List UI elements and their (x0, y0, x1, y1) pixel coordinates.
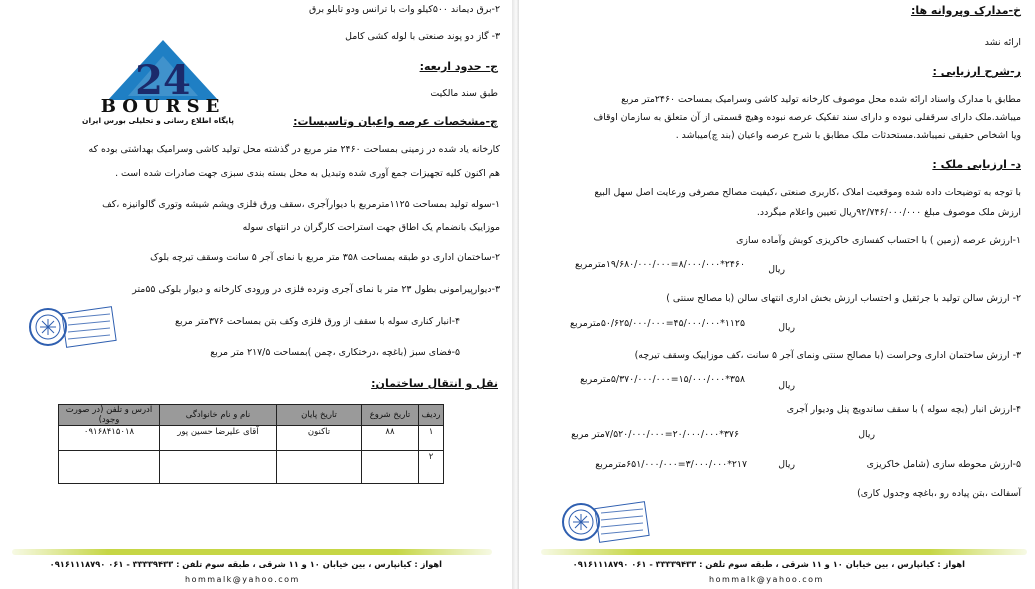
cell: ۸۸ (362, 426, 419, 451)
val-item-4: ۴-ارزش انبار (بچه سوله ) با سقف ساندویچ پنل ودیوار آجری (786, 404, 1021, 415)
table-row (59, 451, 444, 484)
desc-2: میباشد.ملک دارای سرقفلی نبوده و دارای سند تفکیک عرصه نبوده وهیچ قسمتی از آن متعلق به سازمان اوقاف (593, 112, 1021, 123)
table-header-row (59, 405, 444, 426)
boundaries-text: طبق سند مالکیت (430, 88, 498, 99)
cell (59, 451, 160, 484)
cell (362, 451, 419, 484)
val-item-5: ۵-ارزش محوطه سازی (شامل خاکریزی (866, 459, 1021, 470)
footer-address: اهواز : کیانپارس ، بین خیابان ۱۰ و ۱۱ شرقی ، طبقه سوم تلفن : ۳۳۳۳۹۴۳۳ - ۰۶۱ ۰۹۱۶۱۱۱۸۷۹۰ (572, 559, 965, 569)
val-item-1-unit: ریال (768, 264, 785, 275)
item-gas: ۳- گاز دو پوند صنعتی با لوله کشی کامل (345, 31, 500, 42)
footer-divider (12, 549, 492, 555)
item-electricity: ۲-برق دیماند ۵۰۰کیلو وات با ترانس ودو تابلو برق (309, 4, 500, 15)
cell: آقای علیرضا حسین پور (160, 426, 277, 451)
page-gutter (512, 0, 519, 589)
col-end: تاریخ پایان (277, 405, 362, 426)
cell: ۰۹۱۶۸۴۱۵۰۱۸ (59, 426, 160, 451)
desc-3: ویا اشخاص حقیقی نمیباشد.مستحدثات ملک مطابق با شرح عرصه واعیان (بند چ)میباشد . (675, 130, 1021, 141)
footer-divider (541, 549, 1027, 555)
val-item-3-calc: ۳۵۸*۱۵/۰۰۰/۰۰۰=۵/۳۷۰/۰۰۰/۰۰۰مترمربع (580, 374, 745, 385)
val-item-1-calc: ۲۴۶۰*۸/۰۰۰/۰۰۰=۱۹/۶۸۰/۰۰۰/۰۰۰مترمربع (575, 259, 745, 270)
valuation-heading: د- ارزیابی ملک : (932, 158, 1021, 171)
docs-heading: خ-مدارک وپروانه ها: (910, 4, 1021, 17)
footer-email: hommalk@yahoo.com (185, 575, 300, 584)
left-page (0, 0, 512, 589)
col-start: تاریخ شروع (362, 405, 419, 426)
cell: تاکنون (277, 426, 362, 451)
spec-1a: ۱-سوله تولید بمساحت ۱۱۲۵مترمربع با دیوارآجری ،سقف ورق فلزی وپشم شیشه وتوری گالوانیزه ،کف (102, 199, 500, 210)
cell: ۱ (419, 426, 444, 451)
val-item-3-unit: ریال (778, 380, 795, 391)
stamp-icon (559, 495, 651, 545)
spec-5: ۵-فضای سبز (باغچه ،درختکاری ،چمن )بمساحت ۲۱۷/۵ متر مربع (210, 347, 460, 358)
val-item-5-unit: ریال (778, 459, 795, 470)
val-item-5b: آسفالت ،بتن پیاده رو ،باغچه وجدول کاری) (857, 488, 1021, 499)
val-item-2-calc: ۱۱۲۵*۴۵/۰۰۰/۰۰۰=۵۰/۶۲۵/۰۰۰/۰۰۰مترمربع (569, 318, 745, 329)
spec-4: ۴-انبار کناری سوله با سقف از ورق فلزی وکف بتن بمساحت ۳۷۶متر مربع (175, 316, 460, 327)
desc-heading: ر-شرح ارزیابی : (932, 65, 1021, 78)
specs-intro-2: هم اکنون کلیه تجهیزات جمع آوری شده وتبدیل به محل بسته بندی سبزی جهت صادرات شده است . (115, 168, 500, 179)
val-item-3: ۳- ارزش ساختمان اداری وحراست (با مصالح سنتی ونمای آجر ۵ سانت ،کف موزاییک وسقف تیرچه) (634, 350, 1021, 361)
spec-1b: موزاییک بانضمام یک اطاق جهت استراحت کارگران در انتهای سوله (242, 222, 500, 233)
val-item-4-unit: ریال (858, 429, 875, 440)
val-item-5-calc: ۲۱۷*۳/۰۰۰/۰۰۰=۶۵۱/۰۰۰/۰۰۰مترمربع (595, 459, 747, 470)
logo-wordmark: BOURSE (100, 96, 226, 117)
spec-2: ۲-ساختمان اداری دو طبقه بمساحت ۳۵۸ متر مربع با نمای آجر ۵ سانت وسقف تیرچه بلوک (150, 252, 500, 263)
transfer-heading: نقل و انتقال ساختمان: (371, 377, 498, 390)
right-page (519, 0, 1035, 589)
table-row (59, 426, 444, 451)
spec-3: ۳-دیوارپیرامونی بطول ۲۳ متر با نمای آجری ونرده فلزی در ورودی کارخانه و دیوار بلوکی ۵۵متر (132, 284, 500, 295)
footer-address: اهواز : کیانپارس ، بین خیابان ۱۰ و ۱۱ شرقی ، طبقه سوم تلفن : ۳۳۳۳۹۴۳۳ - ۰۶۱ ۰۹۱۶۱۱۱۸۷۹۰ (49, 559, 442, 569)
specs-heading: چ-مشخصات عرصه واعیان وتاسیسات: (293, 115, 498, 128)
logo-digits: 24 (135, 57, 191, 104)
col-name: نام و نام خانوادگی (160, 405, 277, 426)
docs-text: ارائه نشد (984, 37, 1021, 48)
desc-1: مطابق با مدارک واسناد ارائه شده محل موصوف کارخانه تولید کاشی وسرامیک بمساحت ۲۴۶۰متر مربع (621, 94, 1021, 105)
stamp-icon (26, 300, 118, 350)
val-item-4-calc: ۳۷۶*۲۰/۰۰۰/۰۰۰=۷/۵۲۰/۰۰۰/۰۰۰متر مربع (571, 429, 739, 440)
logo-subtitle: پایگاه اطلاع رسانی و تحلیلی بورس ایران (82, 116, 234, 125)
val-intro-1: با توجه به توضیحات داده شده وموقعیت املاک ،کاربری صنعتی ،کیفیت مصالح مصرفی ورعایت اصل سهل البیع (594, 187, 1021, 198)
val-item-1: ۱-ارزش عرصه (زمین ) با احتساب کفسازی خاکریزی کوبش وآماده سازی (736, 235, 1021, 246)
footer-email: hommalk@yahoo.com (709, 575, 824, 584)
cell (277, 451, 362, 484)
cell (160, 451, 277, 484)
cell: ۲ (419, 451, 444, 484)
specs-intro-1: کارخانه یاد شده در زمینی بمساحت ۲۴۶۰ متر مربع در گذشته محل تولید کاشی وسرامیک بهداشتی بوده که (88, 144, 500, 155)
val-intro-2: ارزش ملک موصوف مبلغ ۹۲/۷۴۶/۰۰۰/۰۰۰ریال تعیین واعلام میگردد. (756, 207, 1021, 218)
boundaries-heading: ج- حدود اربعه: (419, 60, 498, 73)
col-row: ردیف (419, 405, 444, 426)
val-item-2-unit: ریال (778, 322, 795, 333)
val-item-2: ۲- ارزش سالن تولید با جرثقیل و احتساب ارزش بخش اداری انتهای سالن (با مصالح سنتی ) (666, 293, 1021, 304)
col-address: آدرس و تلفن (در صورت وجود) (59, 405, 160, 426)
transfer-table (58, 404, 444, 484)
